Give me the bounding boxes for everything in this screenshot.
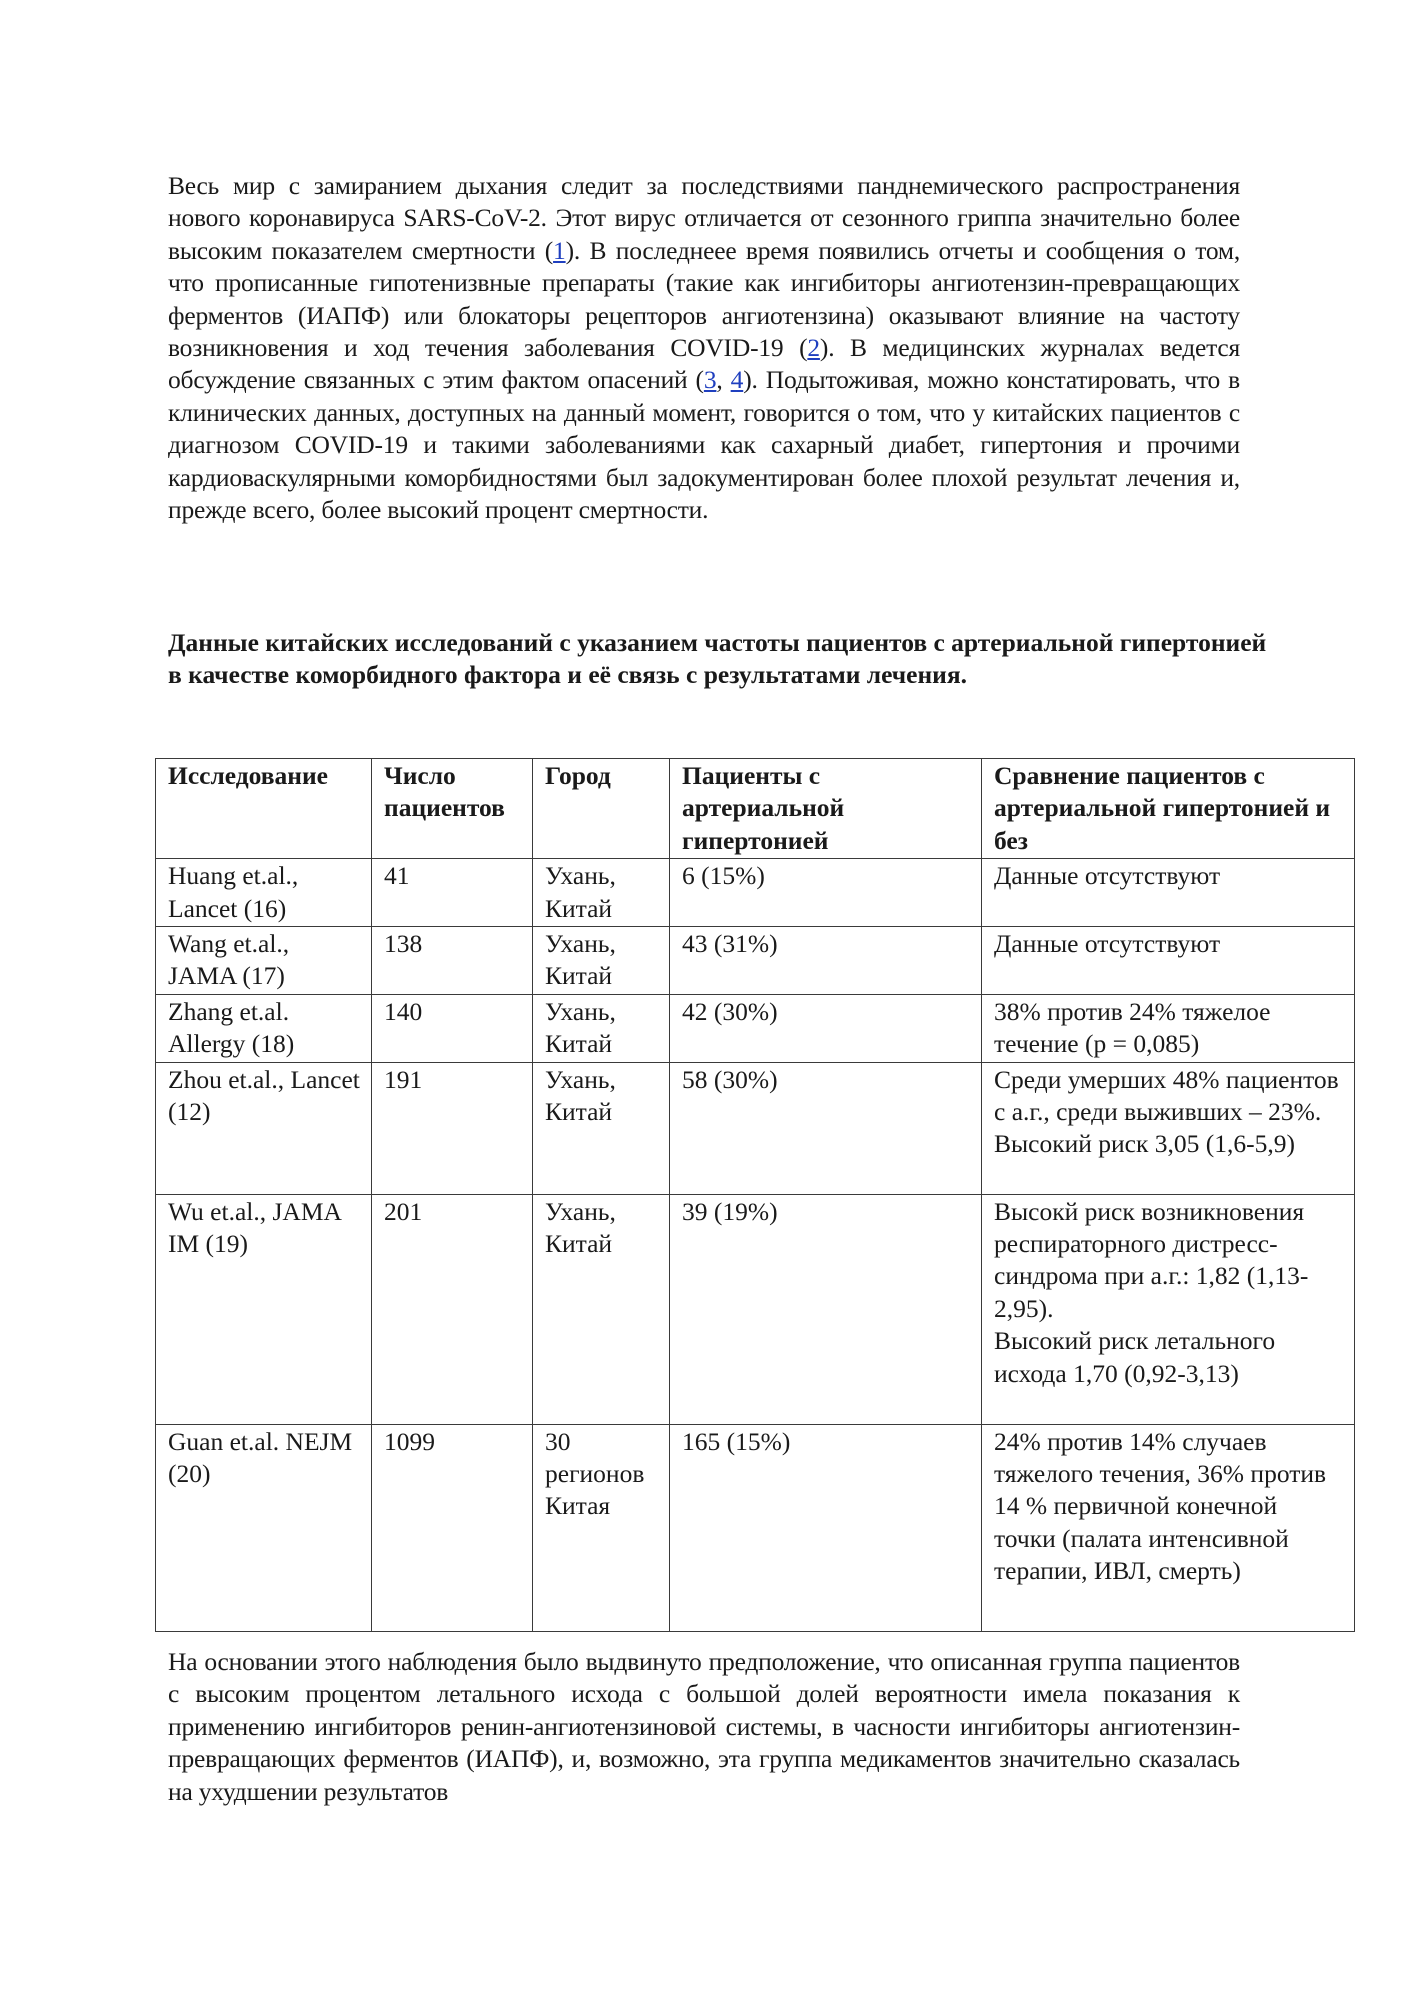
closing-paragraph: На основании этого наблюдения было выдвинуто предположение, что описанная группа пациентов с высоким процентом летального исхода с большой долей вероятности имела показания к применению ингибиторов ренин-ангиотензиновой системы, в часности ингибиторы ангиотензин-превращающих ферментов (ИАПФ), и, возможно, эта группа медикаментов значительно сказалась на ухудшении результатов: [168, 1647, 1240, 1806]
cell-comparison: Данные отсутствуют: [982, 927, 1355, 995]
cell-hypertension: 6 (15%): [670, 859, 982, 927]
cell-study: Huang et.al., Lancet (16): [156, 859, 372, 927]
reference-link-1[interactable]: 1: [553, 235, 566, 265]
table-row: [156, 1424, 1355, 1631]
header-city: Город: [533, 759, 670, 859]
studies-table: [155, 758, 1355, 1632]
cell-city: Ухань, Китай: [533, 1194, 670, 1424]
cell-comparison: Среди умерших 48% пациентов с а.г., среди выживших – 23%. Высокий риск 3,05 (1,6-5,9): [982, 1062, 1355, 1194]
cell-study: Wang et.al., JAMA (17): [156, 927, 372, 995]
intro-text-1: Весь мир с замиранием дыхания следит за последствиями панднемического распространения нового коронавируса SARS-CoV-2. Этот вирус отличается от сезонного гриппа значительно более высоким показателем смертности (: [168, 171, 1240, 265]
cell-city: Ухань, Китай: [533, 859, 670, 927]
cell-patients: 138: [372, 927, 533, 995]
cell-city: Ухань, Китай: [533, 927, 670, 995]
intro-text-2: ). В последнеее время появились отчеты и сообщения о том, что прописанные гипотенизвные препараты (такие как ингибиторы ангиотензин-превращающих ферментов (ИАПФ) или блокаторы рецепторов ангиотензина) оказывают влияние на частоту возникновения и ход течения заболевания COVID-19 (: [168, 235, 1240, 363]
header-comparison: Сравнение пациентов с артериальной гипертонией и без: [982, 759, 1355, 859]
cell-comparison: 24% против 14% случаев тяжелого течения, 36% против 14 % первичной конечной точки (палата интенсивной терапии, ИВЛ, смерть): [982, 1424, 1355, 1631]
table-row: [156, 927, 1355, 995]
cell-comparison: Данные отсутствуют: [982, 859, 1355, 927]
cell-city: 30 регионов Китая: [533, 1424, 670, 1631]
table-row: [156, 859, 1355, 927]
table-row: [156, 1194, 1355, 1424]
intro-text-5: ). Подытоживая, можно констатировать, что в клинических данных, доступных на данный момент, говорится о том, что у китайских пациентов с диагнозом COVID-19 и такими заболеваниями как сахарный диабет, гипертония и прочими кардиоваскулярными коморбидностями был задокументирован более плохой результат лечения и, прежде всего, более высокий процент смертности.: [168, 365, 1240, 525]
cell-hypertension: 39 (19%): [670, 1194, 982, 1424]
table-caption: Данные китайских исследований с указанием частоты пациентов с артериальной гипертонией в качестве коморбидного фактора и её связь с результатами лечения.: [168, 628, 1267, 690]
cell-hypertension: 165 (15%): [670, 1424, 982, 1631]
intro-text-4: ,: [716, 365, 731, 395]
cell-patients: 1099: [372, 1424, 533, 1631]
cell-study: Guan et.al. NEJM (20): [156, 1424, 372, 1631]
cell-patients: 201: [372, 1194, 533, 1424]
cell-patients: 191: [372, 1062, 533, 1194]
comparison-line: Высокий риск летального исхода 1,70 (0,92-3,13): [994, 1326, 1276, 1388]
reference-link-4[interactable]: 4: [730, 365, 744, 395]
intro-text-3: ). В медицинских журналах ведется обсуждение связанных с этим фактом опасений (: [168, 333, 1240, 395]
cell-study: Wu et.al., JAMA IM (19): [156, 1194, 372, 1424]
table-row: [156, 994, 1355, 1062]
header-study: Исследование: [156, 759, 372, 859]
cell-city: Ухань, Китай: [533, 994, 670, 1062]
reference-link-3[interactable]: 3: [703, 365, 717, 395]
cell-patients: 41: [372, 859, 533, 927]
header-patients: Число пациентов: [372, 759, 533, 859]
cell-city: Ухань, Китай: [533, 1062, 670, 1194]
table-header-row: [156, 759, 1355, 859]
cell-hypertension: 58 (30%): [670, 1062, 982, 1194]
cell-study: Zhang et.al. Allergy (18): [156, 994, 372, 1062]
cell-comparison: 38% против 24% тяжелое течение (p = 0,085): [982, 994, 1355, 1062]
reference-link-2[interactable]: 2: [807, 333, 820, 363]
cell-comparison: [982, 1194, 1355, 1424]
intro-paragraph: [168, 170, 1240, 526]
cell-patients: 140: [372, 994, 533, 1062]
table-row: [156, 1062, 1355, 1194]
cell-study: Zhou et.al., Lancet (12): [156, 1062, 372, 1194]
header-hypertension: Пациенты с артериальной гипертонией: [670, 759, 982, 859]
comparison-line: Высокй риск возникновения респираторного дистресс-синдрома при а.г.: 1,82 (1,13-2,95).: [994, 1196, 1309, 1323]
cell-hypertension: 43 (31%): [670, 927, 982, 995]
cell-hypertension: 42 (30%): [670, 994, 982, 1062]
